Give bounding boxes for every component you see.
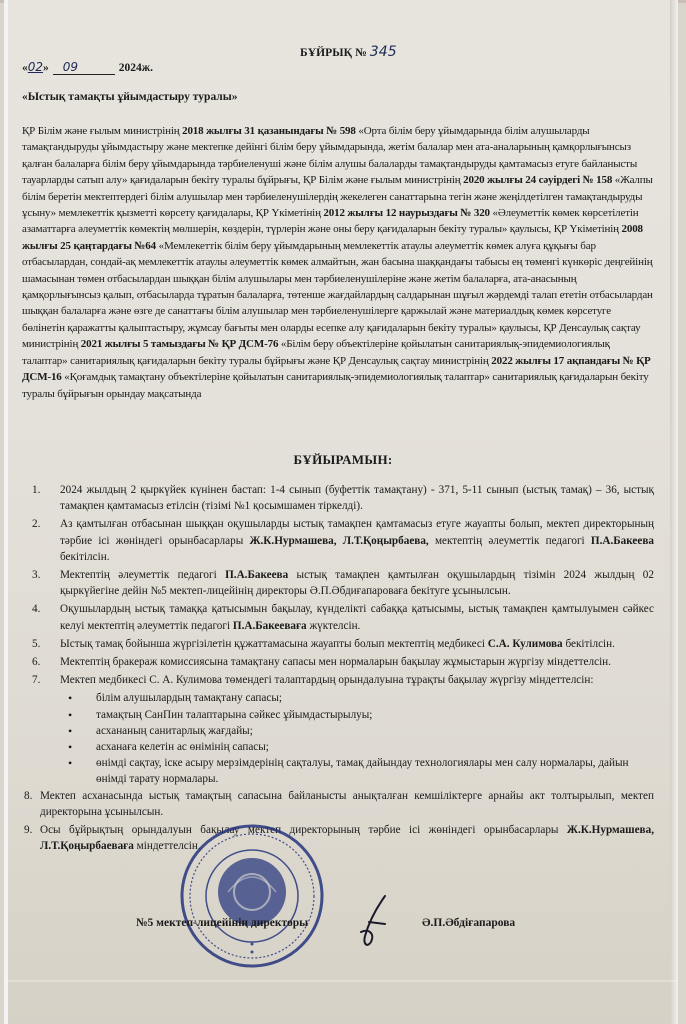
official-stamp <box>178 822 326 970</box>
requirement-bullet: • асханаға келетін ас өнімінің сапасы; <box>60 739 654 755</box>
emphasized-text: Ж.К.Нурмашева, Л.Т.Қоңырбаева, <box>249 534 429 547</box>
text-run: Аз қамтылған отбасынан шыққан оқушыларды ыстық тамақпен қамтамасыз етуге жауапты болып, мектеп директорының тәрбие ісі жөніндегі орынбасарлары <box>60 518 654 547</box>
order-item <box>22 567 654 599</box>
order-item <box>22 788 654 820</box>
text-run: Мектептің бракераж комиссиясына тамақтану сапасы мен нормаларын бақылау жұмыстарын жүргізу міндеттелсін. <box>60 656 611 669</box>
stamp-seal-icon <box>182 826 322 966</box>
item-number: 1. <box>32 484 41 496</box>
item-number: 8. <box>24 789 33 802</box>
order-item <box>22 636 654 652</box>
date-month-handwritten: 09 <box>53 60 115 75</box>
text-run: «Орта білім беру ұйымдарында білім алушыларды тамақтандыруды ұйымдастыру және мектепке дейінгі білім беру ұйымдарында, жетім балалар мен ата-аналарының қамқорлығынсыз қалған балаларға білім беру ұйымдарында тәрбиеленуші және білім алушы балаларды тамақтандыруды қамтамасыз етуге байланысты тауарларды сатып алу» қағидаларын бекіту туралы бұйрығы, ҚР Білім және ғылым министрінің <box>22 125 638 187</box>
order-item <box>22 822 654 854</box>
text-run: Ыстық тамақ бойынша жүргізілетін құжаттамасына жауапты болып мектептің медбикесі <box>60 637 488 650</box>
text-run: «Қоғамдық тамақтану объектілеріне қойылатын санитариялық-эпидемиологиялық талаптар» санитариялық қағидаларын бекіту туралы бұйрығын орындау мақсатында <box>22 371 649 400</box>
emphasized-text: 2008 жылғы 25 қаңтардағы №64 <box>22 223 643 252</box>
emphasized-text: 2020 жылғы 24 сәуірдегі № 158 <box>463 174 613 187</box>
text-run: «Әлеуметтік көмек көрсетілетін азаматтарға әлеуметтік көмектің мөлшерін, көздерін, түрлерін және оны беру қағидаларын бекіту туралы» қаулысы, ҚР Үкіметінің <box>22 207 639 236</box>
preamble-paragraph <box>22 123 654 402</box>
text-run: 2024 жылдың 2 қыркүйек күнінен бастап: 1-4 сынып (буфеттік тамақтану) - 371, 5-11 сынып (ыстық тамақ) – 36, ыстық тамақпен қамтамасыз етілсін (тізімі №1 қосымшамен тіркелді). <box>60 484 654 513</box>
order-item <box>22 601 654 633</box>
signatory-name: Ә.П.Әбдіғапарова <box>422 917 516 929</box>
emphasized-text: 2021 жылғы 5 тамыздағы № ҚР ДСМ-76 <box>80 338 279 351</box>
requirements-list <box>22 690 654 787</box>
text-run: «Жалпы білім беретін мектептердегі білім алушылар мен тәрбиеленушілердің жекелеген санаттарына тегін және жеңілдетілген тамақтандыруды ұсыну» мемлекеттік қызметті көрсету қағидалары, ҚР Үкіметінің <box>22 174 653 220</box>
text-run: Оқушылардың ыстық тамаққа қатысымын бақылау, күнделікті сабаққа қатысымы, ыстық тамақпен қамтылуымен сәйкес келуі мектептің әлеуметтік педагогі <box>60 603 654 632</box>
text-run: Мектеп асханасында ыстық тамақтың сапасына байланысты анықталған кемшіліктерге арнайы акт толтырылып, мектеп директорына ұсынылсын. <box>40 789 654 818</box>
signatory-role: №5 мектеп-лицейінің директоры <box>136 917 309 929</box>
handwritten-signature <box>355 892 395 952</box>
item-number: 3. <box>32 569 41 582</box>
item-number: 2. <box>32 518 41 531</box>
order-subject: «Ыстық тамақты ұйымдастыру туралы» <box>22 91 238 103</box>
item-number: 9. <box>24 824 33 837</box>
order-label: БҰЙРЫҚ № <box>300 47 367 59</box>
emphasized-text: Ж.К.Нурмашева, Л.Т.Қоңырбаеваға <box>40 824 654 853</box>
text-run: бекітілсін. <box>60 550 110 563</box>
order-item <box>22 482 654 514</box>
emphasized-text: П.А.Бакеева <box>590 534 654 547</box>
text-run: ҚР Білім және ғылым министрінің <box>22 125 183 137</box>
order-item <box>22 516 654 565</box>
text-run: жүктелсін. <box>306 619 361 632</box>
text-run: Осы бұйрықтың орындалуын бақылау мектеп директорының тәрбие ісі жөніндегі орынбасарлары <box>40 824 567 837</box>
item-number: 6. <box>32 656 41 669</box>
text-run: міндеттелсін. <box>133 840 201 853</box>
emphasized-text: П.А.Бакеева <box>225 569 289 582</box>
order-title <box>300 44 397 60</box>
paper-left-edge <box>4 0 8 1024</box>
text-run: мектептің әлеуметтік педагогі <box>428 534 591 547</box>
order-items <box>22 482 654 856</box>
order-number-handwritten: 345 <box>369 44 397 60</box>
paper-right-edge <box>670 0 678 1024</box>
order-date <box>22 60 153 75</box>
item-number: 4. <box>32 603 41 616</box>
order-item <box>22 672 654 688</box>
item-number: 7. <box>32 674 41 687</box>
requirement-bullet: • асхананың санитарлық жағдайы; <box>60 723 654 739</box>
emphasized-text: П.А.Бакееваға <box>232 619 307 632</box>
text-run: Мектептің әлеуметтік педагогі <box>60 569 226 582</box>
text-run: Мектеп медбикесі С. А. Кулимова төмендегі талаптардың орындалуына тұрақты бақылау жүргізу міндеттелсін: <box>60 674 594 687</box>
text-run: «Білім беру объектілеріне қойылатын санитариялық-эпидемиологиялық талаптар» санитариялық қағидаларын бекіту туралы бұйрығы және ҚР Денсаулық сақтау министрінің <box>22 338 610 367</box>
date-quote-close: » <box>43 62 49 74</box>
date-day-handwritten: 02 <box>27 60 44 74</box>
date-quote-open: « <box>22 62 28 74</box>
item-number: 5. <box>32 637 41 650</box>
emphasized-text: 2018 жылғы 31 қазанындағы № 598 <box>182 125 356 137</box>
text-run: «Мемлекеттік білім беру ұйымдарының мемлекеттік атаулы әлеуметтік көмек алуға құқығы бар отбасылардан, сондай-ақ мемлекеттік атаулы әлеуметтік көмек алмайтын, жан басына шаққандағы табысы ең төменгі күнкөріс деңгейінің шамасынан төмен отбасылардан шыққан білім алушылары мен тәрбиеленушілеріне және жетім балаларға, ата-анасының қамқорлығынсыз қалып, отбасыларда тұратын балаларға, төтенше жағдайлардың салдарынан шұғыл жәрдемді талап ететін отбасылардан шыққан балаларға және өзге де санаттағы білім алушылар мен тәрбиеленушілерге қаржылай және материалдық көмек көрсетуге бөлінетін қаражатты қалыптастыру, жұмсау бағыты мен оларды есепке алу қағидаларын бекіту туралы» қаулысы, ҚР Денсаулық сақтау министрінің <box>22 239 653 351</box>
order-heading: БҰЙЫРАМЫН: <box>293 452 393 467</box>
emphasized-text: С.А. Кулимова <box>487 637 563 650</box>
date-year: 2024ж. <box>118 62 153 74</box>
requirement-bullet: • тамақтың СанПин талаптарына сәйкес ұйымдастырылуы; <box>60 707 654 723</box>
paper-crease <box>4 980 678 982</box>
emphasized-text: 2022 жылғы 17 ақпандағы № ҚР ДСМ-16 <box>22 354 651 384</box>
emphasized-text: 2012 жылғы 12 наурыздағы № 320 <box>323 207 490 220</box>
text-run: бекітілсін. <box>562 637 615 650</box>
text-run: ыстық тамақпен қамтылған оқушылардың тізімін 2024 жылдың 02 қыркүйегіне дейін №5 мектеп-лицейінің директоры Ә.П.Әбдиғапароваға бекітуге ұсынылсын. <box>60 569 654 598</box>
order-item <box>22 654 654 670</box>
requirement-bullet: • білім алушылардың тамақтану сапасы; <box>60 690 654 706</box>
requirement-bullet: • өнімді сақтау, іске асыру мерзімдерінің сақталуы, тамақ дайындау технологиялары мен салу нормалары, дайын өнімді тарату нормалары. <box>60 755 654 787</box>
